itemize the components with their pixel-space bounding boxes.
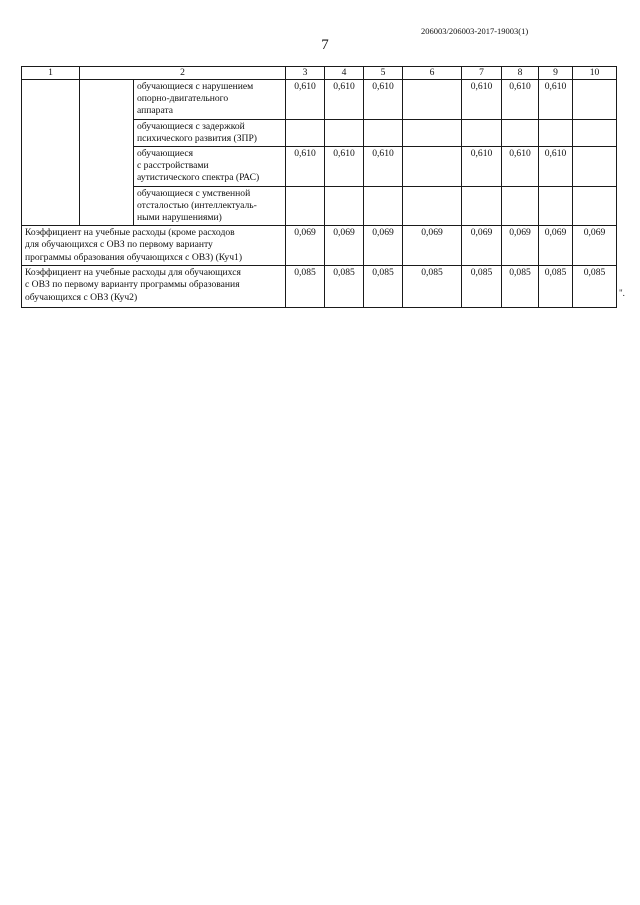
value-cell: 0,085	[539, 266, 573, 308]
value-cell	[325, 119, 364, 146]
page-number: 7	[321, 37, 329, 53]
empty-cell	[80, 80, 134, 226]
value-cell: 0,610	[462, 80, 502, 120]
value-cell: 0,610	[364, 80, 403, 120]
row-label	[134, 186, 286, 226]
row-label	[22, 266, 286, 308]
value-cell: 0,069	[325, 226, 364, 266]
value-cell	[286, 186, 325, 226]
value-cell: 0,069	[573, 226, 617, 266]
table-row	[22, 80, 617, 120]
value-cell	[539, 119, 573, 146]
column-header: 3	[286, 67, 325, 80]
value-cell: 0,069	[462, 226, 502, 266]
label-line: для обучающихся с ОВЗ по первому варианту	[25, 239, 213, 251]
coefficient-table	[21, 66, 617, 308]
value-cell: 0,085	[286, 266, 325, 308]
column-header: 7	[462, 67, 502, 80]
label-line: обучающиеся с нарушением	[137, 81, 254, 92]
value-cell	[364, 119, 403, 146]
table-row	[22, 226, 617, 266]
value-cell: 0,085	[364, 266, 403, 308]
value-cell	[403, 147, 462, 187]
label-line: Коэффициент на учебные расходы для обучающихся	[25, 267, 241, 279]
value-cell: 0,085	[573, 266, 617, 308]
label-line: обучающиеся с задержкой	[137, 120, 245, 132]
label-line: аутистического спектра (РАС)	[137, 172, 260, 184]
column-header: 2	[80, 67, 286, 80]
value-cell: 0,069	[286, 226, 325, 266]
table-row	[22, 266, 617, 308]
column-header: 9	[539, 67, 573, 80]
value-cell	[573, 119, 617, 146]
row-label	[134, 119, 286, 146]
label-line: Коэффициент на учебные расходы (кроме расходов	[25, 227, 235, 239]
document-number: 206003/206003-2017-19003(1)	[421, 26, 529, 36]
value-cell	[364, 186, 403, 226]
label-line: обучающихся с ОВЗ (Куч2)	[25, 291, 138, 303]
value-cell	[502, 186, 539, 226]
value-cell: 0,069	[403, 226, 462, 266]
value-cell: 0,069	[539, 226, 573, 266]
column-header: 4	[325, 67, 364, 80]
value-cell	[403, 119, 462, 146]
value-cell: 0,610	[539, 147, 573, 187]
empty-cell	[22, 80, 80, 226]
value-cell	[325, 186, 364, 226]
value-cell	[286, 119, 325, 146]
value-cell	[462, 186, 502, 226]
row-label	[22, 226, 286, 266]
value-cell: 0,610	[325, 80, 364, 120]
column-header: 10	[573, 67, 617, 80]
value-cell: 0,610	[462, 147, 502, 187]
row-label	[134, 147, 286, 187]
value-cell: 0,069	[502, 226, 539, 266]
label-line: ными нарушениями)	[137, 212, 222, 224]
value-cell	[502, 119, 539, 146]
label-line: опорно-двигательного	[137, 93, 229, 105]
value-cell	[539, 186, 573, 226]
value-cell: 0,610	[364, 147, 403, 187]
label-line: программы образования обучающихся с ОВЗ) (Куч1)	[25, 251, 243, 263]
label-line: с ОВЗ по первому варианту программы образования	[25, 279, 240, 291]
column-header: 5	[364, 67, 403, 80]
column-header: 1	[22, 67, 80, 80]
value-cell	[573, 147, 617, 187]
column-header: 8	[502, 67, 539, 80]
value-cell: 0,610	[502, 80, 539, 120]
row-label	[134, 80, 286, 120]
column-header: 6	[403, 67, 462, 80]
label-line: обучающиеся	[137, 148, 194, 160]
value-cell: 0,610	[286, 80, 325, 120]
value-cell: 0,085	[462, 266, 502, 308]
value-cell: 0,610	[539, 80, 573, 120]
value-cell: 0,069	[364, 226, 403, 266]
value-cell: 0,085	[403, 266, 462, 308]
value-cell	[403, 80, 462, 120]
value-cell: 0,610	[325, 147, 364, 187]
closing-quote-mark: ".	[619, 288, 625, 298]
label-line: с расстройствами	[137, 160, 209, 172]
value-cell	[573, 186, 617, 226]
value-cell	[573, 80, 617, 120]
label-line: психического развития (ЗПР)	[137, 132, 258, 144]
label-line: отсталостью (интеллектуаль-	[137, 199, 257, 211]
label-line: обучающиеся с умственной	[137, 187, 251, 199]
table-header-row	[22, 67, 617, 80]
value-cell: 0,085	[325, 266, 364, 308]
value-cell	[403, 186, 462, 226]
value-cell	[462, 119, 502, 146]
label-line: аппарата	[137, 105, 174, 117]
value-cell: 0,610	[502, 147, 539, 187]
value-cell: 0,610	[286, 147, 325, 187]
value-cell: 0,085	[502, 266, 539, 308]
